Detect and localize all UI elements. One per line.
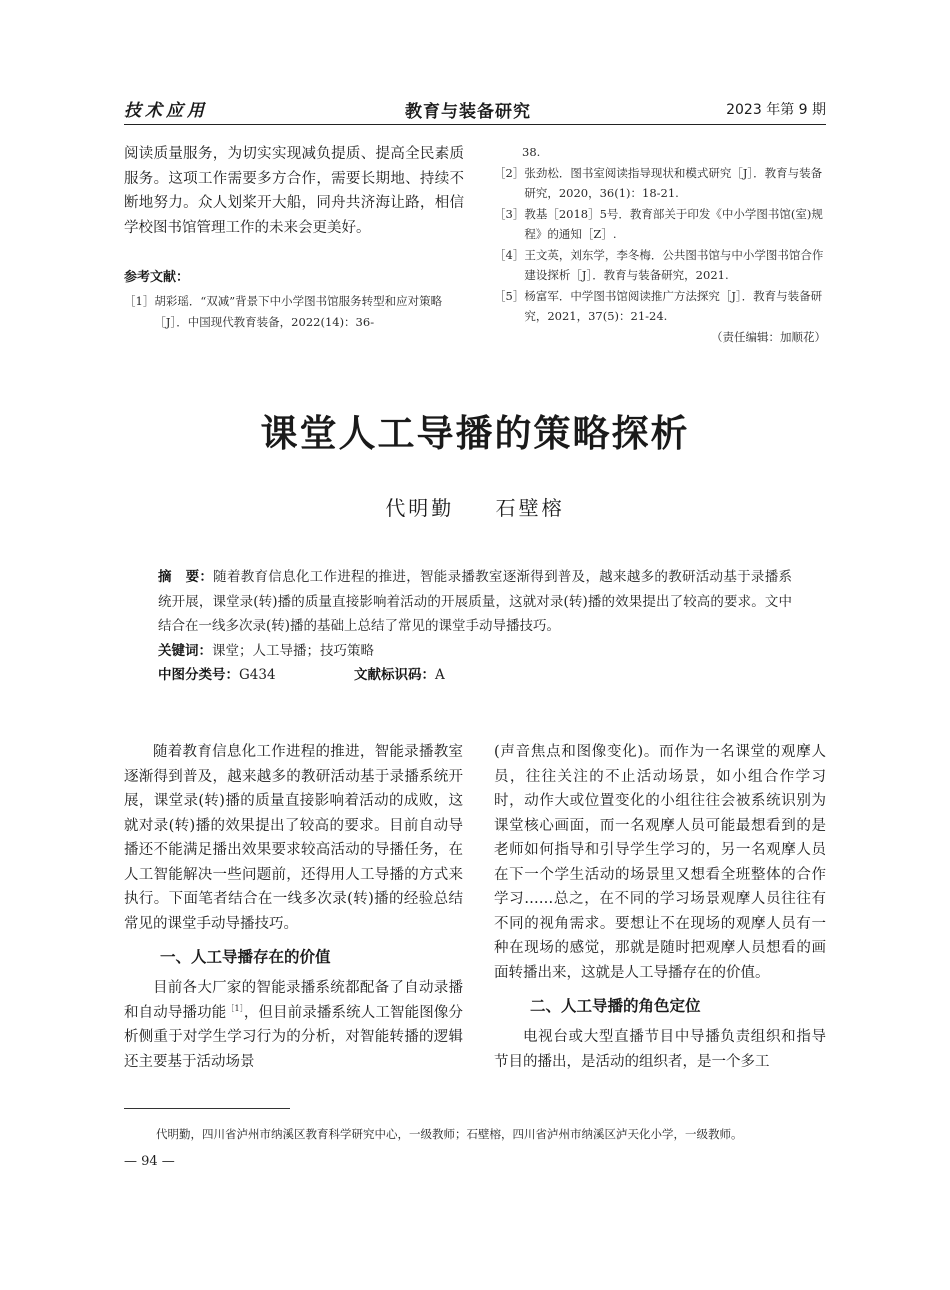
clc-label: 中图分类号： [158, 667, 239, 683]
intro-paragraph: 随着教育信息化工作进程的推进，智能录播教室逐渐得到普及，越来越多的教研活动基于录播系统开展，课堂录(转)播的质量直接影响着活动的成败，这就对录(转)播的效果提出了较高的要求。目前自动导播还不能满足播出效果要求较高活动的导播任务，在人工智能解决一些问题前，还得用人工导播的方式来执行。下面笔者结合在一线多次录(转)播的经验总结常见的课堂手动导播技巧。 [124, 744, 463, 932]
prev-article-right-column [494, 142, 826, 347]
clc-value: G434 [239, 667, 276, 683]
section-heading: 二、人工导播的角色定位 [530, 997, 701, 1015]
keywords-text: 课堂；人工导播；技巧策略 [212, 642, 374, 659]
header-section-label: 技术应用 [124, 101, 208, 121]
body-paragraph: 电视台或大型直播节目中导播负责组织和指导节目的播出，是活动的组织者，是一个多工 [494, 1029, 826, 1070]
reference-text: 杨富军．中学图书馆阅读推广方法探究［J］．教育与装备研究，2021，37(5)：21-24. [524, 288, 823, 323]
keywords [158, 639, 792, 664]
reference-item [494, 163, 826, 204]
keywords-label: 关键词： [158, 642, 212, 659]
document-code [354, 663, 445, 688]
body-text: 目前各大厂家的智能录播系统都配备了自动录播和自动导播功能 [124, 980, 463, 1021]
body-paragraph: (声音焦点和图像变化)。而作为一名课堂的观摩人员，往往关注的不止活动场景，如小组合作学习时，动作大或位置变化的小组往往会被系统识别为课堂核心画面，而一名观摩人员可能最想看到的是老师如何指导和引导学生学习的，另一名观摩人员在下一个学生活动的场景里又想看全班整体的合作学习……总之，在不同的学习场景观摩人员往往有不同的视角需求。要想让不在现场的观摩人员有一种在现场的感觉，那就是随时把观摩人员想看的画面转播出来，这就是人工导播存在的价值。 [494, 744, 826, 981]
article-title: 课堂人工导播的策略探析 [260, 411, 690, 455]
reference-number: ［5］ [494, 288, 525, 303]
prev-article-closing-paragraph: 阅读质量服务，为切实实现减负提质、提高全民素质服务。这项工作需要多方合作，需要长期地、持续不断地努力。众人划桨开大船，同舟共济海让路，相信学校图书馆管理工作的未来会更美好。 [124, 146, 464, 236]
reference-item [494, 245, 826, 286]
body-text: ，但目前录播系统人工智能图像分析侧重于对学生学习行为的分析，对智能转播的逻辑还主要基于活动场景 [124, 1004, 464, 1070]
references-heading: 参考文献： [124, 270, 190, 285]
reference-item [124, 291, 464, 332]
document-code-value: A [435, 667, 445, 683]
document-code-label: 文献标识码： [354, 667, 435, 683]
article-authors [0, 492, 950, 521]
reference-text: 胡彩瑶．“双减”背景下中小学图书馆服务转型和应对策略［J］．中国现代教育装备，2022(14)：36- [154, 294, 443, 329]
reference-item [494, 286, 826, 327]
body-right-column [494, 740, 826, 1074]
author-name: 石壁榕 [495, 496, 565, 520]
reference-text: 教基［2018］5号．教育部关于印发《中小学图书馆(室)规程》的通知［Z］. [524, 206, 823, 241]
reference-continuation: 38. [522, 145, 541, 159]
header-rule [124, 124, 826, 125]
reference-number: ［3］ [494, 206, 525, 221]
abstract-text: 随着教育信息化工作进程的推进，智能录播教室逐渐得到普及，越来越多的教研活动基于录播系统开展，课堂录(转)播的质量直接影响着活动的开展质量，这就对录(转)播的效果提出了较高的要求。文中结合在一线多次录(转)播的基础上总结了常见的课堂手动导播技巧。 [158, 569, 792, 634]
author-footnote: 代明勤，四川省泸州市纳溪区教育科学研究中心，一级教师；石壁榕，四川省泸州市纳溪区泸天化小学，一级教师。 [156, 1127, 743, 1141]
abstract [158, 565, 792, 639]
citation-marker: ［1］ [226, 1003, 244, 1013]
reference-number: ［2］ [494, 165, 525, 180]
abstract-block [158, 565, 792, 688]
reference-text: 王文英，刘东学，李冬梅．公共图书馆与中小学图书馆合作建设探析［J］．教育与装备研究，2021. [524, 247, 824, 282]
page-number: — 94 — [124, 1154, 175, 1169]
prev-article-left-column [124, 142, 464, 332]
journal-name: 教育与装备研究 [405, 102, 531, 122]
classification-row [158, 663, 792, 688]
clc-code [158, 663, 354, 688]
reference-item [494, 204, 826, 245]
footnote-rule [124, 1108, 290, 1109]
body-left-column [124, 740, 463, 1074]
responsible-editor: （责任编辑：加顺花） [711, 329, 826, 344]
reference-number: ［1］ [124, 294, 155, 308]
reference-text: 张劲松．图书室阅读指导现状和模式研究［J］．教育与装备研究，2020，36(1)：18-21. [524, 165, 823, 200]
reference-number: ［4］ [494, 247, 525, 262]
author-name: 代明勤 [385, 496, 455, 520]
issue-number: 2023 年第 9 期 [726, 102, 826, 118]
section-heading: 一、人工导播存在的价值 [160, 948, 331, 966]
abstract-label: 摘 要： [158, 569, 214, 585]
body-paragraph [124, 976, 463, 1074]
